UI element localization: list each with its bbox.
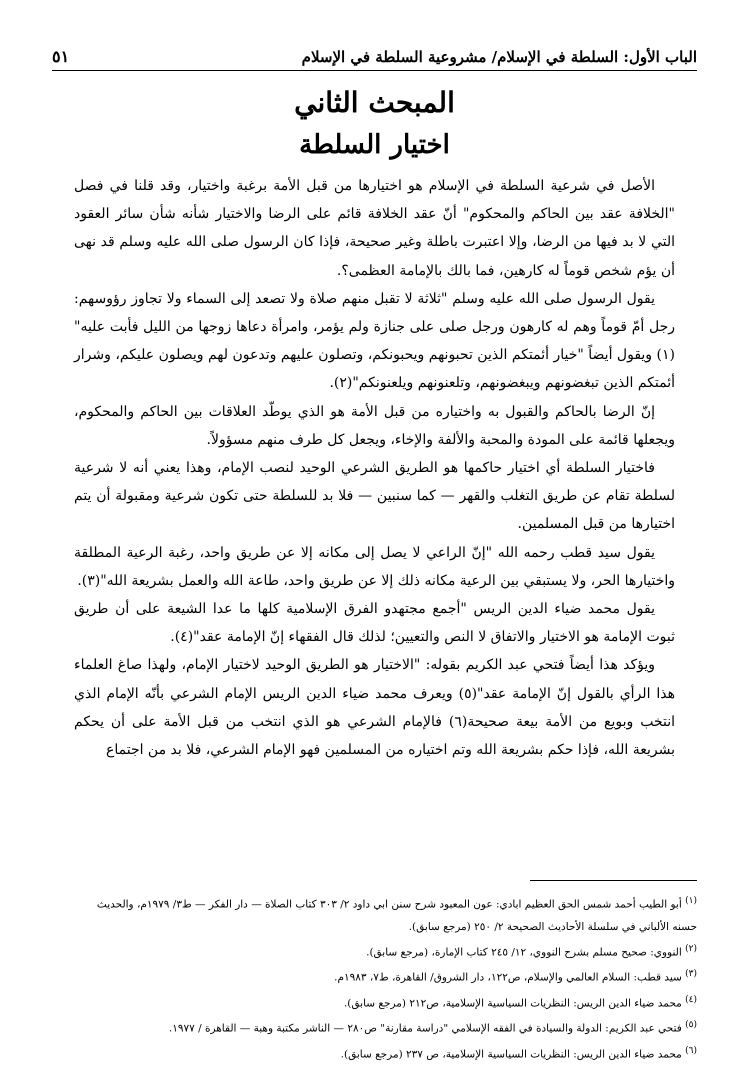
footnote-separator [530,880,697,881]
footnote [74,938,697,964]
footnotes [74,890,697,1065]
paragraph: فاختيار السلطة أي اختيار حاكمها هو الطريق الشرعي الوحيد لنصب الإمام، وهذا يعني أنه لا شرعية لسلطة تقام عن طريق التغلب والقهر — كما سنبين — فلا بد للسلطة حتى تكون شرعية ومقبولة أن يتم اختيارها من قبل المسلمين. [74,460,675,533]
footnote [74,1040,697,1066]
section-title: المبحث الثاني [294,86,455,119]
footnote-mark: (٢) [685,943,697,954]
paragraph: يقول محمد ضياء الدين الريس "أجمع مجتهدو الفرق الإسلامية كلها ما عدا الشيعة على أن طريق ثبوت الإمامة هو الاختيار والاتفاق لا النص والتعيين؛ لذلك قال الفقهاء إنّ الإمامة عقد"(٤). [74,601,675,646]
page-header [52,36,697,71]
paragraph: إنّ الرضا بالحاكم والقبول به واختياره من قبل الأمة هو الذي يوطّد العلاقات بين الحاكم والمحكوم، ويجعلها قائمة على المودة والمحبة والألفة والإخاء، ويجعل كل طرف منهم مسؤولاً. [74,403,675,448]
footnote [74,989,697,1015]
paragraph: الأصل في شرعية السلطة في الإسلام هو اختيارها من قبل الأمة برغبة واختيار، وقد قلنا في فصل "الخلافة عقد بين الحاكم والمحكوم" أنّ عقد الخلافة قائم على الرضا والاختيار شأنه شأن سائر العقود التي لا بد فيها من الرضا، وإلا اعتبرت باطلة وغير صحيحة، فإذا كان الرسول صلى الله عليه وسلم قد نهى أن يؤم شخص قوماً له كارهين، فما بالك بالإمامة العظمى؟. [74,178,675,279]
footnote-mark: (٥) [685,1020,697,1030]
running-head: الباب الأول: السلطة في الإسلام/ مشروعية السلطة في الإسلام [301,48,697,66]
footnote [74,1014,697,1040]
footnote-text: النووي: صحيح مسلم بشرح النووي، ١٢/ ٢٤٥ كتاب الإمارة، (مرجع سابق). [366,946,682,958]
page-number: ٥١ [52,47,70,66]
footnote-mark: (٣) [685,969,697,979]
paragraph: يقول الرسول صلى الله عليه وسلم "ثلاثة لا تقبل منهم صلاة ولا تصعد إلى السماء ولا تجاوز رؤوسهم: رجل أمّ قوماً وهم له كارهون ورجل صلى على جنازة ولم يؤمر، وامرأة دعاها زوجها من الليل فأبت عليه"(١) ويقول أيضاً "خيار أئمتكم الذين تحبونهم ويحبونكم، وتصلون عليهم وتدعون لهم ويصلون عليكم، وشرار أئمتكم الذين تبغضونهم ويبغضونهم، وتلعنونهم ويلعنونكم"(٢). [74,290,675,392]
body-text [74,172,675,764]
footnote-text: محمد ضياء الدين الريس: النظريات السياسية الإسلامية، ص ٢٣٧ (مرجع سابق). [340,1048,682,1060]
footnote-text: محمد ضياء الدين الريس: النظريات السياسية الإسلامية، ص٢١٢ (مرجع سابق). [343,997,682,1009]
footnote-mark: (٦) [685,1045,697,1056]
paragraph: يقول سيد قطب رحمه الله "إنّ الراعي لا يصل إلى مكانه إلا عن طريق واحد، رغبة الرعية المطلقة واختيارها الحر، ولا يستبقي بين الرعية مكانه ذلك إلا عن طريق واحد، طاعة الله والعمل بشريعة الله"(٣). [74,544,675,589]
footnote-text: أبو الطيب أحمد شمس الحق العظيم ابادي: عون المعبود شرح سنن ابي داود ٢/ ٣٠٣ كتاب الصلاة — دار الفكر — ط٣/ ١٩٧٩م، والحديث حسنه الألباني في سلسلة الأحاديث الصحيحة ٢/ ٢٥٠ (مرجع سابق). [96,898,697,933]
footnote [74,963,697,989]
footnote-text: فتحي عبد الكريم: الدولة والسيادة في الفقه الإسلامي "دراسة مقارنة" ص٢٨٠ — الناشر مكتبة وهبة — القاهرة / ١٩٧٧. [168,1022,682,1035]
paragraph: ويؤكد هذا أيضاً فتحي عبد الكريم بقوله: "الاختيار هو الطريق الوحيد لاختيار الإمام، ولهذا صاغ العلماء هذا الرأي بالقول إنّ الإمامة عقد"(٥) ويعرف محمد ضياء الدين الريس الإمام الشرعي بأنّه الإمام الذي انتخب وبويع من الأمة بيعة صحيحة(٦) فالإمام الشرعي هو الذي انتخب من قبل الأمة على أن يحكم بشريعة الله، فإذا حكم بشريعة الله وتم اختياره من المسلمين فهو الإمام الشرعي، فلا بد من اجتماع [74,657,676,759]
footnote-text: سيد قطب: السلام العالمي والإسلام، ص١٢٢، دار الشروق/ القاهرة، ط٧، ١٩٨٣م. [334,971,682,984]
footnote [74,890,697,938]
footnote-mark: (٤) [685,994,697,1005]
footnote-mark: (١) [685,896,697,906]
section-subtitle: اختيار السلطة [299,130,450,160]
